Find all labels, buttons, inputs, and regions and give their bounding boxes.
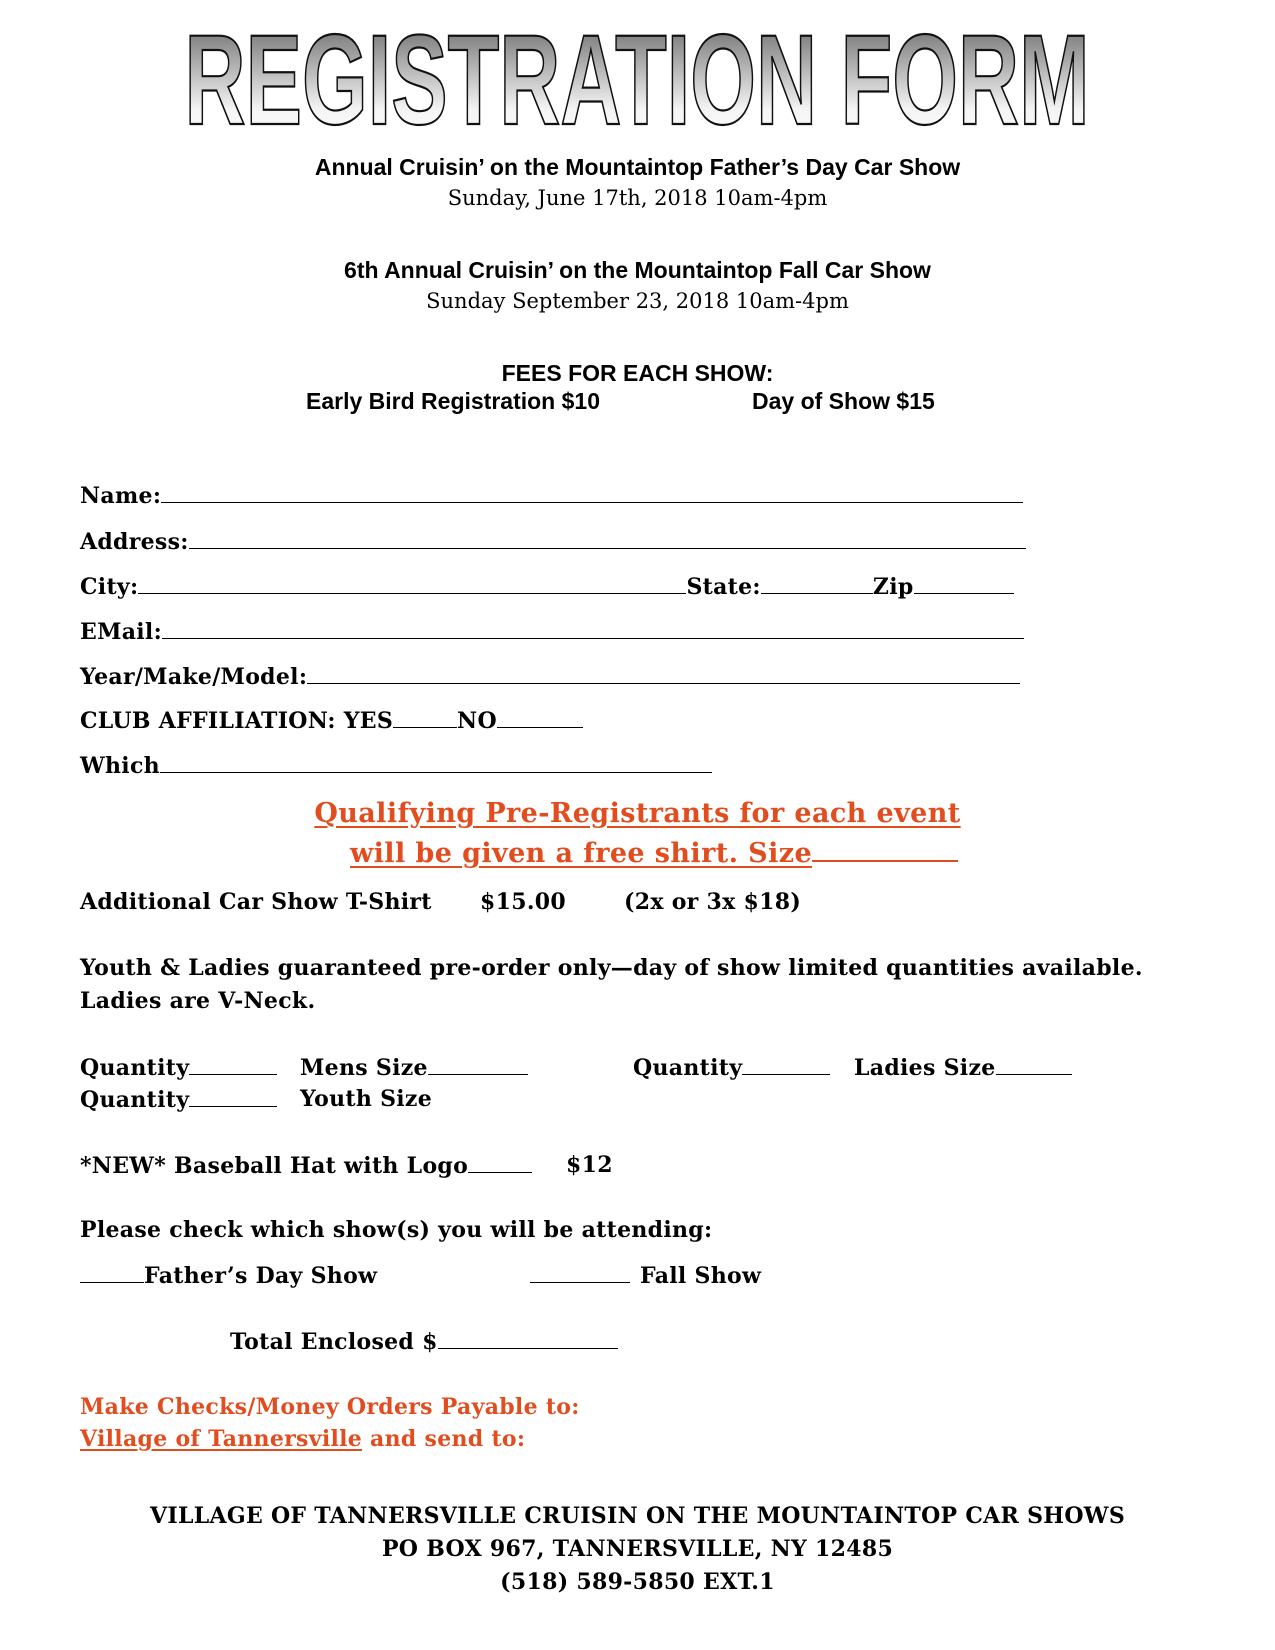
vehicle-label: Year/Make/Model:: [80, 664, 308, 690]
state-label: State:: [686, 574, 761, 600]
which-club-field[interactable]: [160, 752, 712, 773]
mens-size-field[interactable]: [428, 1054, 528, 1075]
free-shirt-size-field[interactable]: [812, 836, 958, 862]
total-enclosed-field[interactable]: [438, 1328, 618, 1349]
address-field[interactable]: [189, 528, 1026, 549]
fall-show-row: [530, 1262, 761, 1289]
club-yes-label: CLUB AFFILIATION: YES: [80, 708, 394, 734]
ladies-size-row: [854, 1054, 1072, 1081]
contact-phone: (518) 589-5850 EXT.1: [500, 1569, 775, 1595]
mailing-address-line-2: PO BOX 967, TANNERSVILLE, NY 12485: [381, 1536, 894, 1562]
club-yes-field[interactable]: [393, 707, 457, 728]
early-bird-fee: Early Bird Registration $10: [306, 388, 600, 414]
form-title-text: REGISTRATION FORM: [184, 18, 1090, 136]
ladies-quantity-row: [633, 1054, 830, 1081]
zip-field[interactable]: [914, 573, 1014, 594]
shirt-note-line-2: Ladies are V-Neck.: [80, 988, 316, 1014]
day-of-show-fee: Day of Show $15: [752, 388, 935, 414]
youth-size-row: [300, 1086, 432, 1112]
fathers-day-show-label: Father’s Day Show: [144, 1263, 378, 1289]
payee-row: [80, 1426, 525, 1452]
which-club-row: [80, 752, 712, 779]
club-no-label: NO: [457, 708, 497, 734]
youth-quantity-field[interactable]: [189, 1086, 277, 1107]
hat-price: $12: [566, 1152, 613, 1178]
address-label: Address:: [80, 529, 189, 555]
city-label: City:: [80, 574, 139, 600]
event-2-name: 6th Annual Cruisin’ on the Mountaintop Fall Car Show: [344, 257, 931, 283]
city-field[interactable]: [138, 573, 686, 594]
promo-line-1: Qualifying Pre-Registrants for each event: [314, 798, 961, 829]
hat-row: [80, 1152, 532, 1179]
mens-quantity-field[interactable]: [189, 1054, 277, 1075]
name-field[interactable]: [161, 482, 1023, 503]
name-label: Name:: [80, 483, 162, 509]
youth-quantity-label: Quantity: [80, 1087, 190, 1113]
vehicle-row: [80, 663, 1020, 690]
ladies-size-field[interactable]: [996, 1054, 1072, 1075]
state-field[interactable]: [761, 573, 873, 594]
event-1-date: Sunday, June 17th, 2018 10am-4pm: [447, 186, 828, 210]
payment-instructions: Make Checks/Money Orders Payable to:: [80, 1394, 580, 1420]
fees-heading: FEES FOR EACH SHOW:: [501, 360, 774, 386]
zip-label: Zip: [872, 574, 914, 600]
city-state-zip-row: [80, 573, 1014, 600]
total-enclosed-row: [230, 1328, 618, 1355]
promo-line-2: [350, 836, 958, 869]
ladies-quantity-label: Quantity: [633, 1055, 743, 1081]
mens-quantity-row: [80, 1054, 277, 1081]
fathers-day-show-checkbox[interactable]: [80, 1262, 144, 1283]
youth-size-label: Youth Size: [300, 1086, 433, 1112]
mens-size-label: Mens Size: [300, 1055, 428, 1081]
additional-shirt-price: $15.00: [480, 889, 566, 915]
youth-quantity-row: [80, 1086, 277, 1113]
mens-size-row: [300, 1054, 528, 1081]
email-label: EMail:: [80, 619, 163, 645]
form-title: [180, 18, 1095, 136]
ladies-size-label: Ladies Size: [854, 1055, 996, 1081]
hat-quantity-field[interactable]: [468, 1152, 532, 1173]
send-to-text: and send to:: [362, 1426, 526, 1452]
ladies-quantity-field[interactable]: [742, 1054, 830, 1075]
vehicle-field[interactable]: [307, 663, 1020, 684]
name-row: [80, 482, 1023, 509]
mens-quantity-label: Quantity: [80, 1055, 190, 1081]
club-affiliation-row: [80, 707, 583, 734]
event-2-date: Sunday September 23, 2018 10am-4pm: [426, 289, 849, 313]
payee-name: Village of Tannersville: [80, 1426, 363, 1452]
promo-line-2-text: will be given a free shirt. Size: [350, 838, 813, 869]
shirt-note-line-1: Youth & Ladies guaranteed pre-order only—day of show limited quantities available.: [80, 955, 1143, 981]
total-enclosed-label: Total Enclosed $: [230, 1329, 438, 1355]
club-no-field[interactable]: [497, 707, 583, 728]
email-row: [80, 618, 1024, 645]
hat-label: *NEW* Baseball Hat with Logo: [80, 1153, 469, 1179]
additional-shirt-label: Additional Car Show T-Shirt: [80, 889, 432, 915]
address-row: [80, 528, 1026, 555]
event-1-name: Annual Cruisin’ on the Mountaintop Father’s Day Car Show: [314, 154, 961, 180]
fall-show-label: Fall Show: [640, 1263, 762, 1289]
mailing-address-line-1: VILLAGE OF TANNERSVILLE CRUISIN ON THE MOUNTAINTOP CAR SHOWS: [149, 1503, 1126, 1529]
attendance-prompt: Please check which show(s) you will be attending:: [80, 1217, 713, 1243]
fathers-day-show-row: [80, 1262, 377, 1289]
email-field[interactable]: [162, 618, 1024, 639]
which-label: Which: [80, 753, 160, 779]
fall-show-checkbox[interactable]: [530, 1262, 630, 1283]
large-shirt-price: (2x or 3x $18): [624, 889, 802, 915]
